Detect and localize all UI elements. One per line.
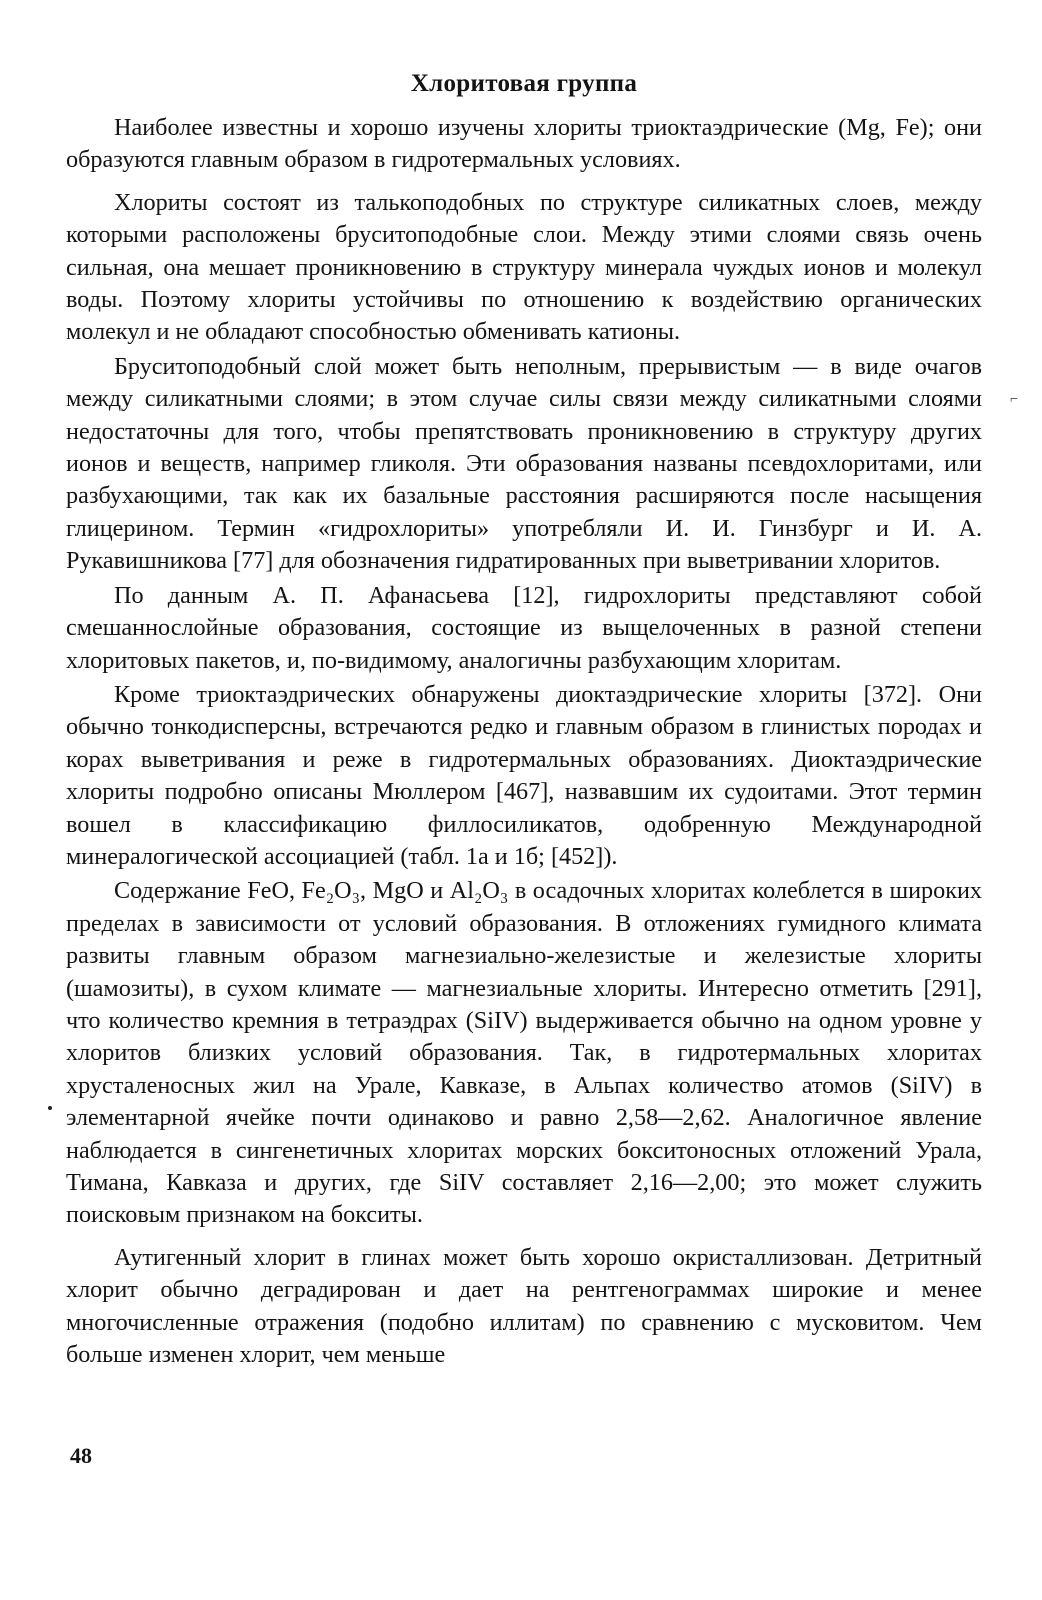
- paragraph-6: Содержание FeO, Fe₂O₃, MgO и Al₂O₃ в осадочных хлоритах колеблется в широких пределах в зависимости от условий образования. В отложениях гумидного климата развиты главным образом магнезиально-железистые и железистые хлориты (шамозиты), в сухом климате — магнезиальные хлориты. Интересно отметить [291], что количество кремния в тетраэдрах (SiIV) выдерживается обычно на одном уровне у хлоритов близких условий образования. Так, в гидротермальных хлоритах хрусталеносных жил на Урале, Кавказе, в Альпах количество атомов (SiIV) в элементарной ячейке почти одинаково и равно 2,58—2,62. Аналогичное явление наблюдается в сингенетичных хлоритах морских бокситоносных отложений Урала, Тимана, Кавказа и других, где SiIV составляет 2,16—2,00; это может служить поисковым признаком на бокситы.: [66, 877, 982, 1229]
- paragraph-2: Хлориты состоят из талькоподобных по структуре силикатных слоев, между которыми расположены бруситоподобные слои. Между этими слоями связь очень сильная, она мешает проникновению в структуру минерала чуждых ионов и молекул воды. Поэтому хлориты устойчивы по отношению к воздействию органических молекул и не обладают способностью обменивать катионы.: [66, 188, 982, 346]
- page-number: 48: [70, 1443, 92, 1468]
- page-body: [66, 62, 982, 1562]
- paragraph-3: Бруситоподобный слой может быть неполным, прерывистым — в виде очагов между силикатными слоями; в этом случае силы связи между силикатными слоями недостаточны для того, чтобы препятствовать проникновению в структуру других ионов и веществ, например гликоля. Эти образования названы псевдохлоритами, или разбухающими, так как их базальные расстояния расширяются после насыщения глицерином. Термин «гидрохлориты» употребляли И. И. Гинзбург и И. А. Рукавишникова [77] для обозначения гидратированных при выветривании хлоритов.: [66, 352, 982, 575]
- paragraph-7: Аутигенный хлорит в глинах может быть хорошо окристаллизован. Детритный хлорит обычно деградирован и дает на рентгенограммах широкие и менее многочисленные отражения (подобно иллитам) по сравнению с мусковитом. Чем больше изменен хлорит, чем меньше: [66, 1243, 982, 1369]
- paragraph-4: По данным А. П. Афанасьева [12], гидрохлориты представляют собой смешаннослойные образования, состоящие из выщелоченных в разной степени хлоритовых пакетов, и, по-видимому, аналогичны разбухающим хлоритам.: [66, 581, 982, 674]
- margin-scribble-icon: ⌐: [1010, 392, 1018, 407]
- paragraph-5: Кроме триоктаэдрических обнаружены диоктаэдрические хлориты [372]. Они обычно тонкодисперсны, встречаются редко и главным образом в глинистых породах и корах выветривания и реже в гидротермальных образованиях. Диоктаэдрические хлориты подробно описаны Мюллером [467], назвавшим их судоитами. Этот термин вошел в классификацию филлосиликатов, одобренную Международной минералогической ассоциацией (табл. 1а и 1б; [452]).: [66, 680, 982, 870]
- paragraph-1: Наиболее известны и хорошо изучены хлориты триоктаэдрические (Mg, Fe); они образуются главным образом в гидротермальных условиях.: [66, 114, 982, 174]
- section-title: Хлоритовая группа: [410, 70, 638, 97]
- ink-speck-icon: [48, 1106, 52, 1110]
